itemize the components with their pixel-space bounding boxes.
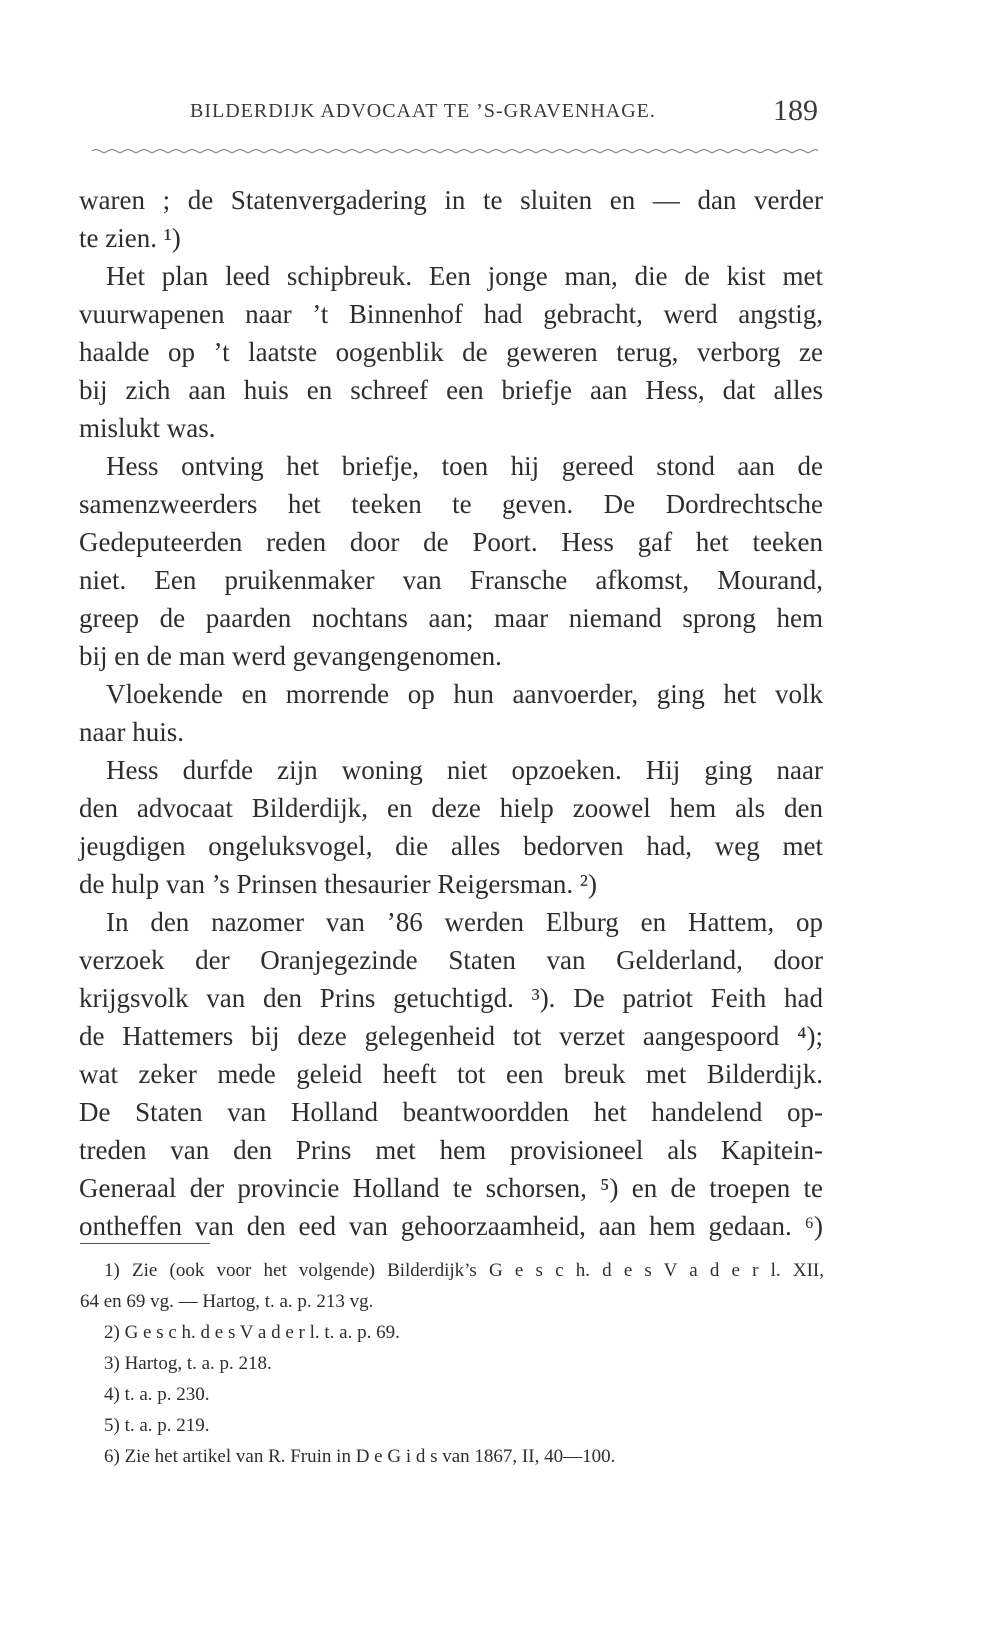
footnote-line: 64 en 69 vg. — Hartog, t. a. p. 213 vg. (80, 1291, 374, 1312)
footnote-line: 3) Hartog, t. a. p. 218. (104, 1353, 272, 1374)
text-line: waren ; de Statenvergadering in te sluiten en — dan verder (79, 185, 823, 215)
text-line: bij zich aan huis en schreef een briefje aan Hess, dat alles (79, 375, 823, 405)
wavy-header-rule (92, 147, 818, 155)
text-line: ontheffen van den eed van gehoorzaamheid, aan hem gedaan. ⁶) (79, 1211, 823, 1241)
text-line: de hulp van ’s Prinsen thesaurier Reigersman. ²) (79, 869, 597, 899)
footnote-line: 4) t. a. p. 230. (104, 1384, 210, 1405)
text-line: treden van den Prins met hem provisioneel als Kapitein- (79, 1135, 823, 1165)
text-line: haalde op ’t laatste oogenblik de geweren terug, verborg ze (79, 337, 823, 367)
text-line: niet. Een pruikenmaker van Fransche afkomst, Mourand, (79, 565, 823, 595)
footnote-divider (80, 1243, 210, 1244)
text-line: greep de paarden nochtans aan; maar niemand sprong hem (79, 603, 823, 633)
footnote-line: 6) Zie het artikel van R. Fruin in D e G i d s van 1867, II, 40—100. (104, 1446, 616, 1467)
page-header (80, 94, 820, 132)
text-line: naar huis. (79, 717, 184, 747)
text-line: de Hattemers bij deze gelegenheid tot verzet aangespoord ⁴); (79, 1021, 823, 1051)
text-line: mislukt was. (79, 413, 216, 443)
page-number: 189 (773, 94, 818, 127)
running-head: BILDERDIJK ADVOCAAT TE ’S-GRAVENHAGE. (190, 100, 656, 122)
text-line: jeugdigen ongeluksvogel, die alles bedorven had, weg met (79, 831, 823, 861)
text-line: Vloekende en morrende op hun aanvoerder, ging het volk (106, 679, 823, 709)
text-line: Gedeputeerden reden door de Poort. Hess gaf het teeken (79, 527, 823, 557)
text-line: te zien. ¹) (79, 223, 181, 253)
text-line: vuurwapenen naar ’t Binnenhof had gebracht, werd angstig, (79, 299, 823, 329)
footnote-line: 2) G e s c h. d e s V a d e r l. t. a. p. 69. (104, 1322, 400, 1343)
footnote-line: 1) Zie (ook voor het volgende) Bilderdijk’s G e s c h. d e s V a d e r l. XII, (104, 1260, 824, 1281)
footnotes (80, 1255, 824, 1472)
text-line: In den nazomer van ’86 werden Elburg en Hattem, op (106, 907, 823, 937)
text-line: den advocaat Bilderdijk, en deze hielp zoowel hem als den (79, 793, 823, 823)
text-line: Hess ontving het briefje, toen hij gereed stond aan de (106, 451, 823, 481)
text-line: De Staten van Holland beantwoordden het handelend op- (79, 1097, 823, 1127)
text-line: Generaal der provincie Holland te schorsen, ⁵) en de troepen te (79, 1173, 823, 1203)
text-line: krijgsvolk van den Prins getuchtigd. ³). De patriot Feith had (79, 983, 823, 1013)
text-line: verzoek der Oranjegezinde Staten van Gelderland, door (79, 945, 823, 975)
text-line: bij en de man werd gevangengenomen. (79, 641, 502, 671)
body-text (79, 181, 823, 1245)
footnote-line: 5) t. a. p. 219. (104, 1415, 210, 1436)
text-line: samenzweerders het teeken te geven. De Dordrechtsche (79, 489, 823, 519)
text-line: Hess durfde zijn woning niet opzoeken. Hij ging naar (106, 755, 823, 785)
text-line: wat zeker mede geleid heeft tot een breuk met Bilderdijk. (79, 1059, 823, 1089)
text-line: Het plan leed schipbreuk. Een jonge man, die de kist met (106, 261, 823, 291)
